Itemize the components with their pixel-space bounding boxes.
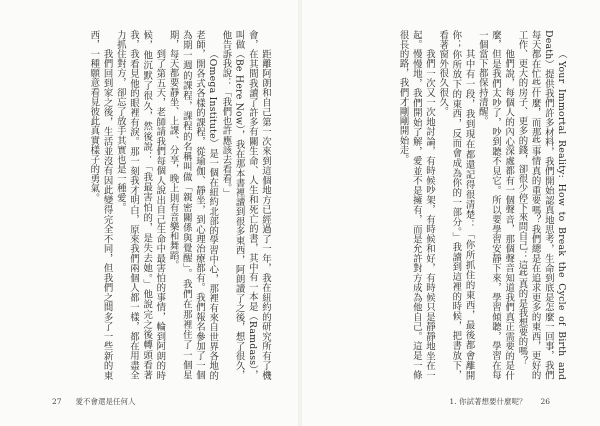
- right-running-title: 1. 你試著想要什麼呢？: [449, 397, 527, 406]
- right-paragraph-3: 其中有一段，我到現在都還記得很清楚：「你所抓住的東西，最後都會離開你；你所放下的東西，反而會成為你的一部分。」我讀到這裡的時候，把書放下，看著窗外很久很久。: [437, 30, 475, 380]
- left-page-number: 27: [52, 397, 62, 406]
- right-paragraph-2: 他們說，每個人的內心深處都有一個聲音，那個聲音知道我們真正需要的是什麼，但是我們太吵了，吵到聽不見它。所以要學習安靜下來，學習傾聽，學習在每一個當下都保持清醒。: [476, 30, 515, 380]
- left-running-title: 愛不會還是任何人: [75, 397, 136, 406]
- right-paragraph-4: 我們一次又一次地討論，有時候吵架，有時候和好，有時候只是靜靜地坐在一起。慢慢地，我們開始了解，愛並不是擁有，而是允許對方成為他自己。這是一條很長的路，我們才剛剛開始走。: [397, 30, 435, 380]
- right-paragraph-1: （Your Immortal Reality: How to Break the Cycle of Birth and Death）提供我們許多材料，我們開始認真地思考，生命到底是怎麼一回事，我們每天都在忙些什麼，而那些事情真的重要嗎？我們總是在追求更多的東西，更好的工作、更大的房子、更多的錢，卻很少停下來問自己：這些真的是我想要的嗎？: [516, 30, 567, 380]
- right-page-body: [330, 30, 568, 380]
- left-page-body: [42, 30, 272, 380]
- right-page-number: 26: [540, 397, 550, 406]
- left-paragraph-4: 我們回到家之後，生活並沒有因此變得完全不同，但我們之間多了一些新的東西，一種願意看見彼此真實樣子的勇氣。: [88, 30, 113, 380]
- left-page-footer: [38, 396, 136, 407]
- left-paragraph-2: （Omega Institute）是一個在紐約北部的學習中心，那裡有來自世界各地的老師，開各式各樣的課程，從瑜伽、靜坐，到心理治療都有。我們報名參加了一個為期一週的課程，課程的名稱叫做「親密關係與覺醒」。我們在那裡住了一個星期，每天都要靜坐、上課、分享，晚上則有音樂和舞蹈。: [167, 30, 219, 380]
- right-page: [300, 0, 600, 426]
- left-paragraph-1: 距離阿朗和自己第一次來到這個地方已經過了一年，我在紐約的研究所有了機會，在其間我讀了許多有關生命、人生和死亡的書，其中有一本是（Ramdass），叫做（Be Here Now），我在那本書裡讀到很多東西，阿朗讀了之後，想了很久，他告訴我說：「我們也許應該去看看。」: [220, 30, 271, 380]
- right-page-footer: [449, 396, 564, 407]
- left-paragraph-3: 到了第五天，老師請我們每個人說出自己生命中最害怕的事情，輪到阿朗的時候，他沉默了很久，然後說：「我最害怕的，是失去她。」他說完之後轉頭看著我，我看見他的眼裡有淚。那一刻我才明白，原來我們兩個人都一樣，都在用盡全力抓住對方，卻忘了放手其實也是一種愛。: [114, 30, 166, 380]
